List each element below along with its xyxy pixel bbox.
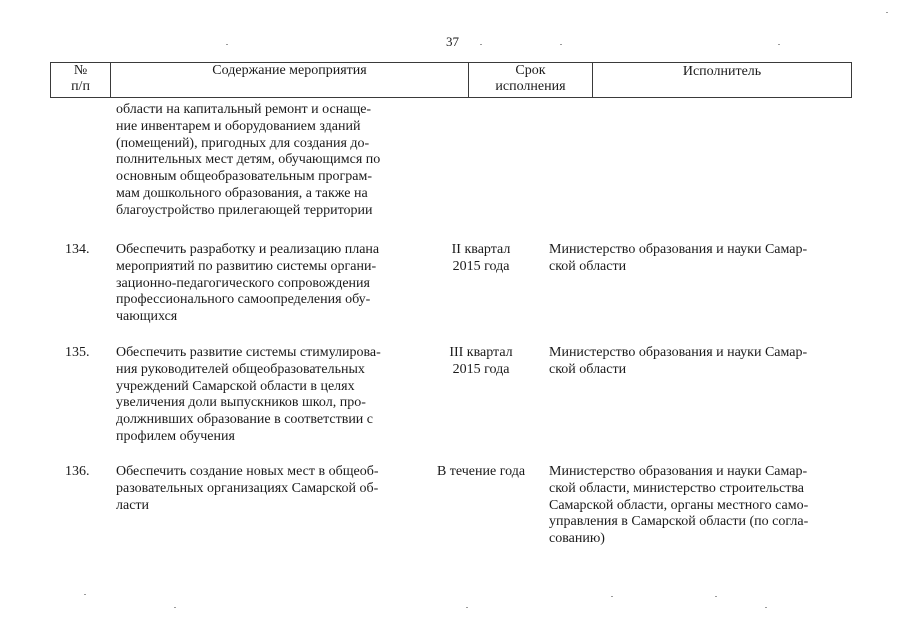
executor-line: Министерство образования и науки Самар-	[549, 345, 808, 360]
scan-speck	[886, 12, 888, 13]
content-line: мероприятий по развитию системы органи-	[116, 258, 377, 274]
row-term	[420, 464, 542, 481]
row-executor	[549, 464, 839, 548]
scan-speck	[84, 594, 86, 595]
content-line: области на капитальный ремонт и оснаще-	[116, 102, 372, 117]
term-line: II квартал	[451, 242, 511, 257]
row-content	[116, 464, 413, 514]
scan-speck	[765, 607, 767, 608]
scan-speck	[778, 44, 780, 45]
row-executor	[549, 242, 839, 276]
content-line: учреждений Самарской области в целях	[116, 378, 355, 394]
content-line: Обеспечить разработку и реализацию плана	[116, 242, 380, 257]
header-executor: Исполнитель	[593, 63, 852, 98]
header-num-line: №	[73, 63, 88, 78]
content-line: Обеспечить создание новых мест в общеоб-	[116, 464, 379, 479]
content-line: профилем обучения	[116, 428, 235, 444]
executor-line: Министерство образования и науки Самар-	[549, 242, 808, 257]
header-term-line: исполнения	[495, 79, 566, 94]
row-number: 134.	[65, 242, 90, 257]
content-line: Обеспечить развитие системы стимулирова-	[116, 345, 381, 360]
executor-line: управления в Самарской области (по согла-	[549, 514, 809, 530]
scan-speck	[715, 596, 717, 597]
term-line: В течение года	[436, 464, 526, 479]
row-number: 135.	[65, 345, 90, 360]
scan-speck	[226, 44, 228, 45]
content-line: чающихся	[116, 309, 178, 325]
row-number: 136.	[65, 464, 90, 479]
executor-line: ской области	[549, 361, 627, 377]
scan-speck	[611, 596, 613, 597]
executor-line: ской области	[549, 258, 627, 274]
term-line: 2015 года	[452, 258, 510, 274]
row-term	[420, 345, 542, 379]
row-term	[420, 242, 542, 276]
content-line: профессионального самоопределения обу-	[116, 292, 371, 308]
header-term	[469, 63, 593, 98]
content-line: (помещений), пригодных для создания до-	[116, 135, 370, 151]
executor-line: ской области, министерство строительства	[549, 480, 804, 496]
header-term-line: Срок	[515, 63, 546, 78]
executor-line: сованию)	[549, 531, 605, 547]
row-content	[116, 242, 413, 326]
content-line: мам дошкольного образования, а также на	[116, 185, 368, 201]
content-line: разовательных организациях Самарской об-	[116, 480, 379, 496]
table-header	[50, 62, 852, 98]
table-row	[65, 464, 855, 554]
header-content: Содержание мероприятия	[111, 63, 469, 98]
content-line: полнительных мест детям, обучающимся по	[116, 152, 381, 168]
header-num	[51, 63, 111, 98]
scan-speck	[480, 44, 482, 45]
table-row	[65, 345, 855, 450]
page-number: 37	[446, 34, 459, 49]
content-line: ласти	[116, 497, 150, 513]
continuation-content	[116, 102, 413, 220]
content-line: благоустройство прилегающей территории	[116, 202, 373, 218]
content-line: зационно-педагогического сопровождения	[116, 275, 370, 291]
executor-line: Министерство образования и науки Самар-	[549, 464, 808, 479]
row-executor	[549, 345, 839, 379]
term-line: 2015 года	[452, 361, 510, 377]
content-line: ние инвентарем и оборудованием зданий	[116, 118, 361, 134]
table-row	[65, 242, 855, 332]
scan-speck	[560, 44, 562, 45]
header-num-line: п/п	[71, 79, 90, 94]
content-line: ния руководителей общеобразовательных	[116, 361, 365, 377]
scan-speck	[174, 607, 176, 608]
term-line: III квартал	[449, 345, 513, 360]
row-content	[116, 345, 413, 446]
content-line: увеличения доли выпускников школ, про-	[116, 395, 366, 411]
executor-line: Самарской области, органы местного само-	[549, 497, 809, 513]
content-line: должнивших образование в соответствии с	[116, 412, 374, 428]
scan-speck	[466, 607, 468, 608]
content-line: основным общеобразовательным програм-	[116, 169, 373, 185]
